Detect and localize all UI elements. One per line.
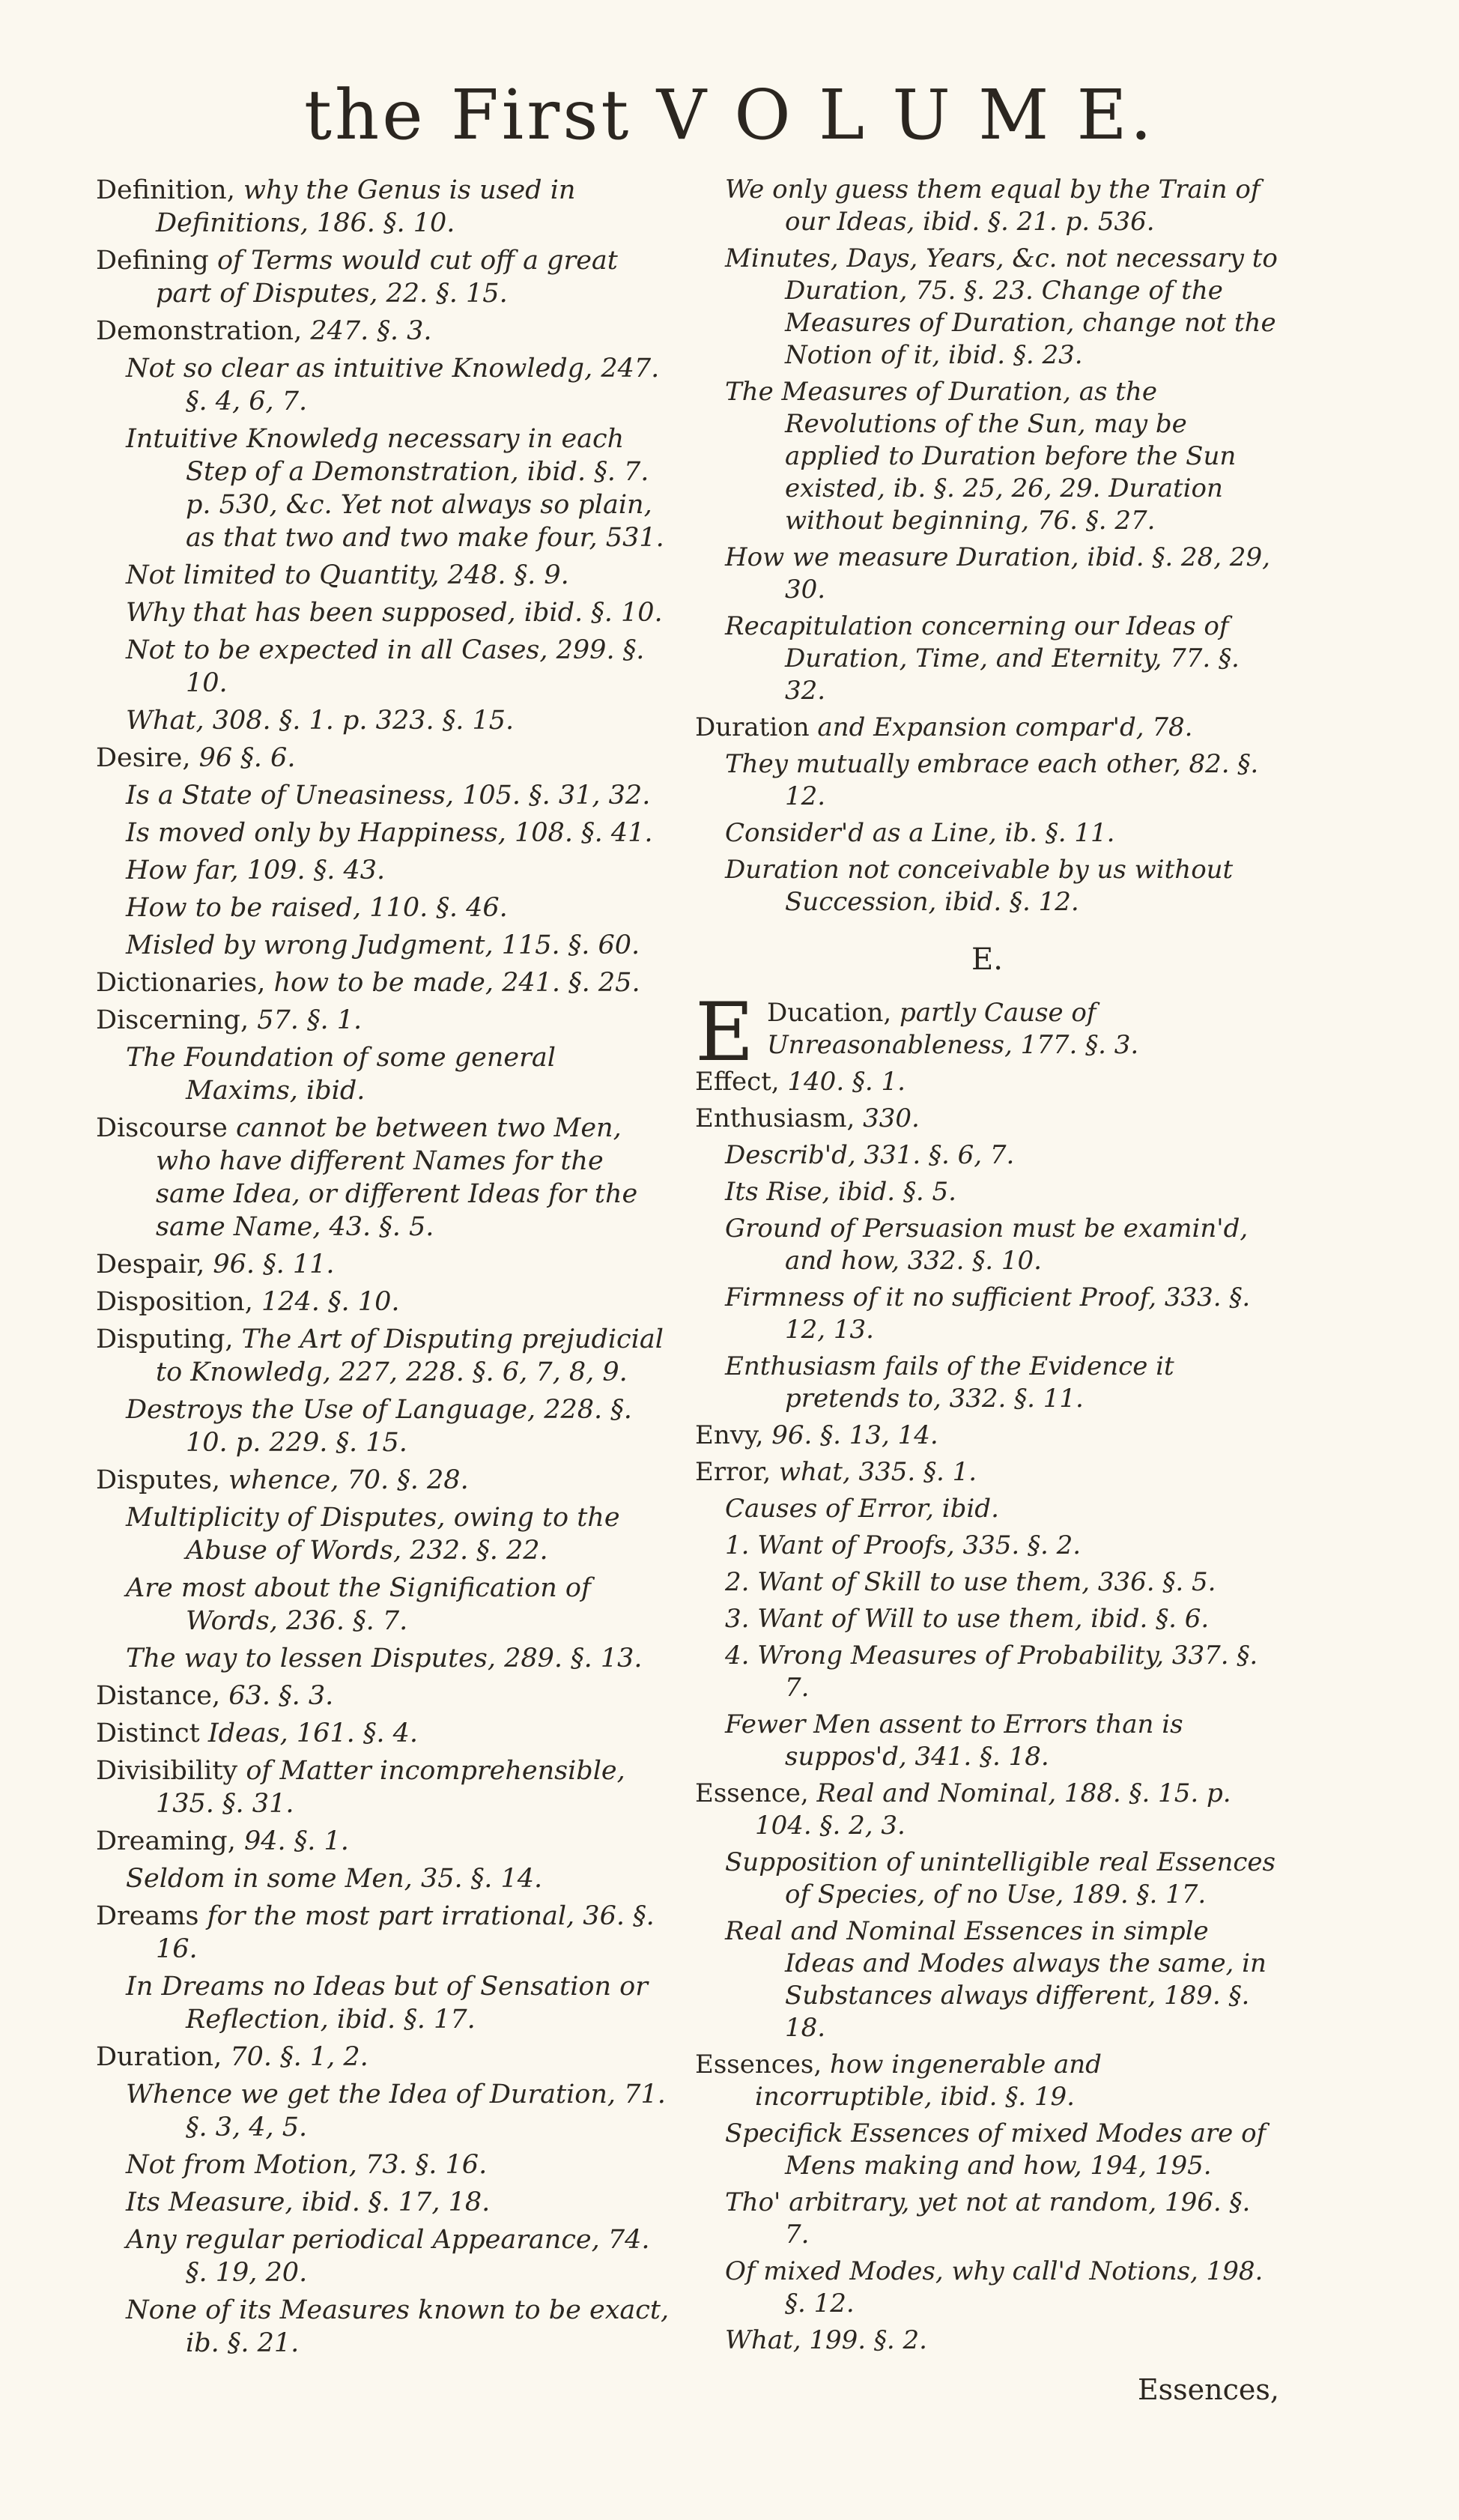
index-entry: [96, 929, 673, 962]
index-entry: [96, 817, 673, 849]
entry-text: Consider'd as a Line, ib. §. 11.: [725, 818, 1115, 848]
index-entry: [96, 559, 673, 592]
index-entry: [96, 1572, 673, 1638]
index-entry: [695, 611, 1279, 707]
entry-text: Not to be expected in all Cases, 299. §. 10.: [126, 635, 645, 698]
index-entry: [96, 2078, 673, 2144]
index-entry: [695, 2049, 1279, 2113]
index-entry: [96, 1754, 673, 1820]
entry-text: how ingenerable and incorruptible, ibid. §. 19.: [755, 2050, 1102, 2112]
entry-head: Discerning,: [96, 1005, 249, 1035]
entry-text: Its Rise, ibid. §. 5.: [725, 1177, 956, 1207]
index-entry: [96, 1323, 673, 1389]
entry-text: They mutually embrace each other, 82. §. 12.: [725, 749, 1259, 811]
index-entry: [96, 1393, 673, 1459]
index-entry: [96, 742, 673, 775]
entry-text: Intuitive Knowledg necessary in each Step of a Demonstration, ibid. §. 7. p. 530, &c. Yet not always so plain, as that two and two make four, 531.: [126, 424, 664, 553]
entry-text: How far, 109. §. 43.: [126, 855, 386, 885]
index-entry: [695, 174, 1279, 238]
index-entry: [96, 1464, 673, 1497]
entry-text: Not limited to Quantity, 248. §. 9.: [126, 560, 569, 590]
index-entry: [695, 1778, 1279, 1842]
index-entry: [96, 1248, 673, 1281]
index-entry: [695, 1566, 1279, 1599]
left-column: [96, 174, 673, 2364]
entry-text: Minutes, Days, Years, &c. not necessary to Duration, 75. §. 23. Change of the Measures of Duration, change not the Notion of it, ibid. §. 23.: [725, 243, 1278, 370]
index-entry: [695, 748, 1279, 813]
index-entry: [96, 854, 673, 887]
index-entry: [96, 596, 673, 629]
entry-text: 4. Wrong Measures of Probability, 337. §. 7.: [725, 1641, 1258, 1703]
entry-text: In Dreams no Ideas but of Sensation or Reflection, ibid. §. 17.: [126, 1972, 648, 2035]
entry-text: The Foundation of some general Maxims, ibid.: [126, 1043, 556, 1106]
entry-text: how to be made, 241. §. 25.: [273, 968, 640, 998]
page-title: the First V O L U M E.: [304, 75, 1155, 155]
index-entry: [96, 1900, 673, 1966]
index-entry: [96, 2186, 673, 2219]
entry-text: The Measures of Duration, as the Revolutions of the Sun, may be applied to Duration before the Sun existed, ib. §. 25, 26, 29. Duration without beginning, 76. §. 27.: [725, 377, 1237, 536]
entry-text: Recapitulation concerning our Ideas of Duration, Time, and Eternity, 77. §. 32.: [725, 611, 1240, 706]
index-entry: [96, 1501, 673, 1567]
entry-text: Real and Nominal, 188. §. 15. p. 104. §. 2, 3.: [755, 1778, 1231, 1841]
entry-text: Is moved only by Happiness, 108. §. 41.: [126, 818, 653, 848]
index-entry: [695, 542, 1279, 606]
entry-head: Effect,: [695, 1067, 780, 1097]
index-entry: [695, 1847, 1279, 1911]
index-entry: [96, 352, 673, 418]
entry-text: 1. Want of Proofs, 335. §. 2.: [725, 1530, 1082, 1560]
entry-head: Divisibility: [96, 1756, 238, 1786]
entry-text: Not so clear as intuitive Knowledg, 247. §. 4, 6, 7.: [126, 354, 660, 417]
entry-text: 57. §. 1.: [257, 1005, 363, 1035]
entry-text: 96. §. 13, 14.: [771, 1420, 938, 1450]
index-entry: [695, 1213, 1279, 1277]
entry-head: Distance,: [96, 1681, 221, 1711]
index-entry: [695, 1709, 1279, 1773]
entry-text: 96 §. 6.: [198, 743, 296, 773]
index-entry: [96, 1717, 673, 1750]
entry-head: Essence,: [695, 1778, 809, 1808]
entry-head: Discourse: [96, 1113, 228, 1143]
entry-head: Disposition,: [96, 1287, 253, 1317]
index-entry: [695, 1103, 1279, 1135]
entry-head: Dreams: [96, 1901, 199, 1931]
entry-text: Is a State of Uneasiness, 105. §. 31, 32.: [126, 781, 651, 811]
entry-head: Duration: [695, 712, 810, 742]
entry-text: cannot be between two Men, who have different Names for the same Idea, or different Ideas for the same Name, 43. §. 5.: [156, 1113, 638, 1242]
entry-text: Not from Motion, 73. §. 16.: [126, 2150, 488, 2180]
index-entry: [96, 315, 673, 348]
index-entry: [695, 1351, 1279, 1415]
entry-text: Tho' arbitrary, yet not at random, 196. §. 7.: [725, 2187, 1251, 2250]
entry-text: 94. §. 1.: [243, 1826, 349, 1856]
entry-text: 247. §. 3.: [310, 316, 432, 346]
entry-text: partly Cause of Unreasonableness, 177. §. 3.: [767, 998, 1139, 1060]
entry-text: Destroys the Use of Language, 228. §. 10. p. 229. §. 15.: [126, 1395, 632, 1458]
entry-text: for the most part irrational, 36. §. 16.: [156, 1901, 655, 1964]
index-entry: [695, 1176, 1279, 1208]
index-entry: [695, 1139, 1279, 1172]
entry-text: Multiplicity of Disputes, owing to the Abuse of Words, 232. §. 22.: [126, 1503, 620, 1566]
right-column-bottom: [695, 1066, 1279, 2357]
index-entry: [695, 243, 1279, 372]
entry-text: The Art of Disputing prejudicial to Knowledg, 227, 228. §. 6, 7, 8, 9.: [156, 1324, 664, 1387]
entry-text: How we measure Duration, ibid. §. 28, 29, 30.: [725, 542, 1270, 605]
entry-head: Duration,: [96, 2042, 222, 2072]
index-entry: [96, 1285, 673, 1318]
right-column-top: [695, 174, 1279, 918]
entry-text: Any regular periodical Appearance, 74. §. 19, 20.: [126, 2225, 650, 2288]
index-entry: [695, 1456, 1279, 1488]
entry-text: whence, 70. §. 28.: [228, 1465, 469, 1495]
entry-head: Disputing,: [96, 1324, 234, 1354]
entry-head: Dictionaries,: [96, 968, 266, 998]
entry-text: of Terms would cut off a great part of Disputes, 22. §. 15.: [156, 246, 618, 309]
entry-text: 2. Want of Skill to use them, 336. §. 5.: [725, 1567, 1216, 1597]
entry-text: The way to lessen Disputes, 289. §. 13.: [126, 1644, 643, 1674]
index-entry: [695, 1066, 1279, 1098]
index-entry: [96, 2223, 673, 2289]
index-entry: [695, 712, 1279, 744]
index-entry: [96, 1680, 673, 1712]
entry-text: Duration not conceivable by us without Succession, ibid. §. 12.: [725, 855, 1234, 917]
entry-text: Why that has been supposed, ibid. §. 10.: [126, 598, 663, 628]
entry-text: 330.: [863, 1103, 920, 1133]
entry-head: Definition,: [96, 175, 235, 205]
entry-text: 63. §. 3.: [228, 1681, 334, 1711]
section-letter: E.: [971, 942, 1003, 977]
index-entry: [96, 1862, 673, 1895]
index-entry: [96, 634, 673, 700]
index-entry: [96, 891, 673, 924]
entry-text: Ground of Persuasion must be examin'd, and how, 332. §. 10.: [725, 1214, 1249, 1276]
index-entry: [695, 1640, 1279, 1704]
drop-cap-entry: [695, 986, 1279, 1079]
index-entry: [96, 2294, 673, 2360]
index-entry: [96, 1970, 673, 2036]
entry-text: We only guess them equal by the Train of our Ideas, ibid. §. 21. p. 536.: [725, 175, 1261, 237]
index-entry: [695, 1603, 1279, 1635]
entry-head: Envy,: [695, 1420, 764, 1450]
index-entry: [695, 1282, 1279, 1346]
entry-text: Of mixed Modes, why call'd Notions, 198. §. 12.: [725, 2256, 1264, 2318]
entry-text: and Expansion compar'd, 78.: [817, 712, 1193, 742]
entry-text: 140. §. 1.: [787, 1067, 906, 1097]
index-entry: [96, 1825, 673, 1858]
entry-head: Error,: [695, 1457, 771, 1487]
index-entry: [695, 376, 1279, 537]
index-entry: [96, 244, 673, 310]
entry-head: Defining: [96, 246, 209, 276]
index-entry: [96, 174, 673, 240]
entry-text: None of its Measures known to be exact, ib. §. 21.: [126, 2295, 670, 2358]
index-entry: [695, 2256, 1279, 2320]
entry-head: Ducation,: [767, 998, 892, 1028]
entry-text: Firmness of it no sufficient Proof, 333. §. 12, 13.: [725, 1282, 1251, 1345]
index-entry: [695, 817, 1279, 849]
index-entry: [96, 1004, 673, 1037]
index-entry: [695, 2324, 1279, 2357]
index-entry: [695, 1493, 1279, 1525]
index-entry: [695, 2118, 1279, 2182]
entry-text: How to be raised, 110. §. 46.: [126, 893, 508, 923]
entry-text: Specifick Essences of mixed Modes are of Mens making and how, 194, 195.: [725, 2118, 1267, 2181]
index-entry: [695, 1420, 1279, 1452]
index-entry: [96, 2041, 673, 2074]
entry-head: Disputes,: [96, 1465, 221, 1495]
entry-text: 70. §. 1, 2.: [230, 2042, 368, 2072]
entry-text: 96. §. 11.: [213, 1250, 335, 1279]
index-entry: [96, 422, 673, 554]
index-entry: [96, 1112, 673, 1244]
index-entry: [695, 2187, 1279, 2251]
entry-head: Desire,: [96, 743, 191, 773]
entry-text: Real and Nominal Essences in simple Ideas and Modes always the same, in Substances always different, 189. §. 18.: [725, 1916, 1267, 2043]
entry-text: Are most about the Signification of Words, 236. §. 7.: [126, 1573, 591, 1636]
entry-text: Supposition of unintelligible real Essences of Species, of no Use, 189. §. 17.: [725, 1847, 1276, 1909]
entry-head: Essences,: [695, 2050, 822, 2080]
index-entry: [695, 854, 1279, 918]
entry-text: what, 335. §. 1.: [778, 1457, 977, 1487]
entry-head: Enthusiasm,: [695, 1103, 855, 1133]
right-column: [695, 174, 1279, 2406]
entry-text: What, 199. §. 2.: [725, 2325, 927, 2355]
entry-head: Distinct: [96, 1718, 200, 1748]
index-entry: [96, 1041, 673, 1107]
drop-cap-initial: E: [695, 986, 754, 1079]
entry-text: Ideas, 161. §. 4.: [207, 1718, 419, 1748]
entry-head: Demonstration,: [96, 316, 303, 346]
entry-text: Whence we get the Idea of Duration, 71. §. 3, 4, 5.: [126, 2080, 666, 2142]
index-entry: [695, 1915, 1279, 2044]
index-entry: [96, 966, 673, 999]
entry-text: 124. §. 10.: [261, 1287, 400, 1317]
entry-head: Despair,: [96, 1250, 205, 1279]
index-entry: [96, 704, 673, 737]
entry-text: of Matter incomprehensible, 135. §. 31.: [156, 1756, 625, 1819]
entry-text: Its Measure, ibid. §. 17, 18.: [126, 2187, 491, 2217]
entry-text: Enthusiasm fails of the Evidence it pretends to, 332. §. 11.: [725, 1351, 1174, 1414]
entry-text: What, 308. §. 1. p. 323. §. 15.: [126, 706, 515, 736]
entry-text: Describ'd, 331. §. 6, 7.: [725, 1140, 1015, 1170]
entry-text: 3. Want of Will to use them, ibid. §. 6.: [725, 1604, 1210, 1634]
entry-text: Causes of Error, ibid.: [725, 1494, 999, 1524]
entry-text: Misled by wrong Judgment, 115. §. 60.: [126, 930, 640, 960]
catchword: Essences,: [1137, 2373, 1279, 2406]
entry-head: Dreaming,: [96, 1826, 236, 1856]
entry-text: Seldom in some Men, 35. §. 14.: [126, 1864, 543, 1894]
index-entry: [96, 2148, 673, 2181]
entry-text: why the Genus is used in Definitions, 186. §. 10.: [156, 175, 576, 238]
index-entry: [695, 1530, 1279, 1562]
index-entry: [96, 779, 673, 812]
entry-text: Fewer Men assent to Errors than is suppos'd, 341. §. 18.: [725, 1709, 1183, 1772]
index-entry: [96, 1642, 673, 1675]
